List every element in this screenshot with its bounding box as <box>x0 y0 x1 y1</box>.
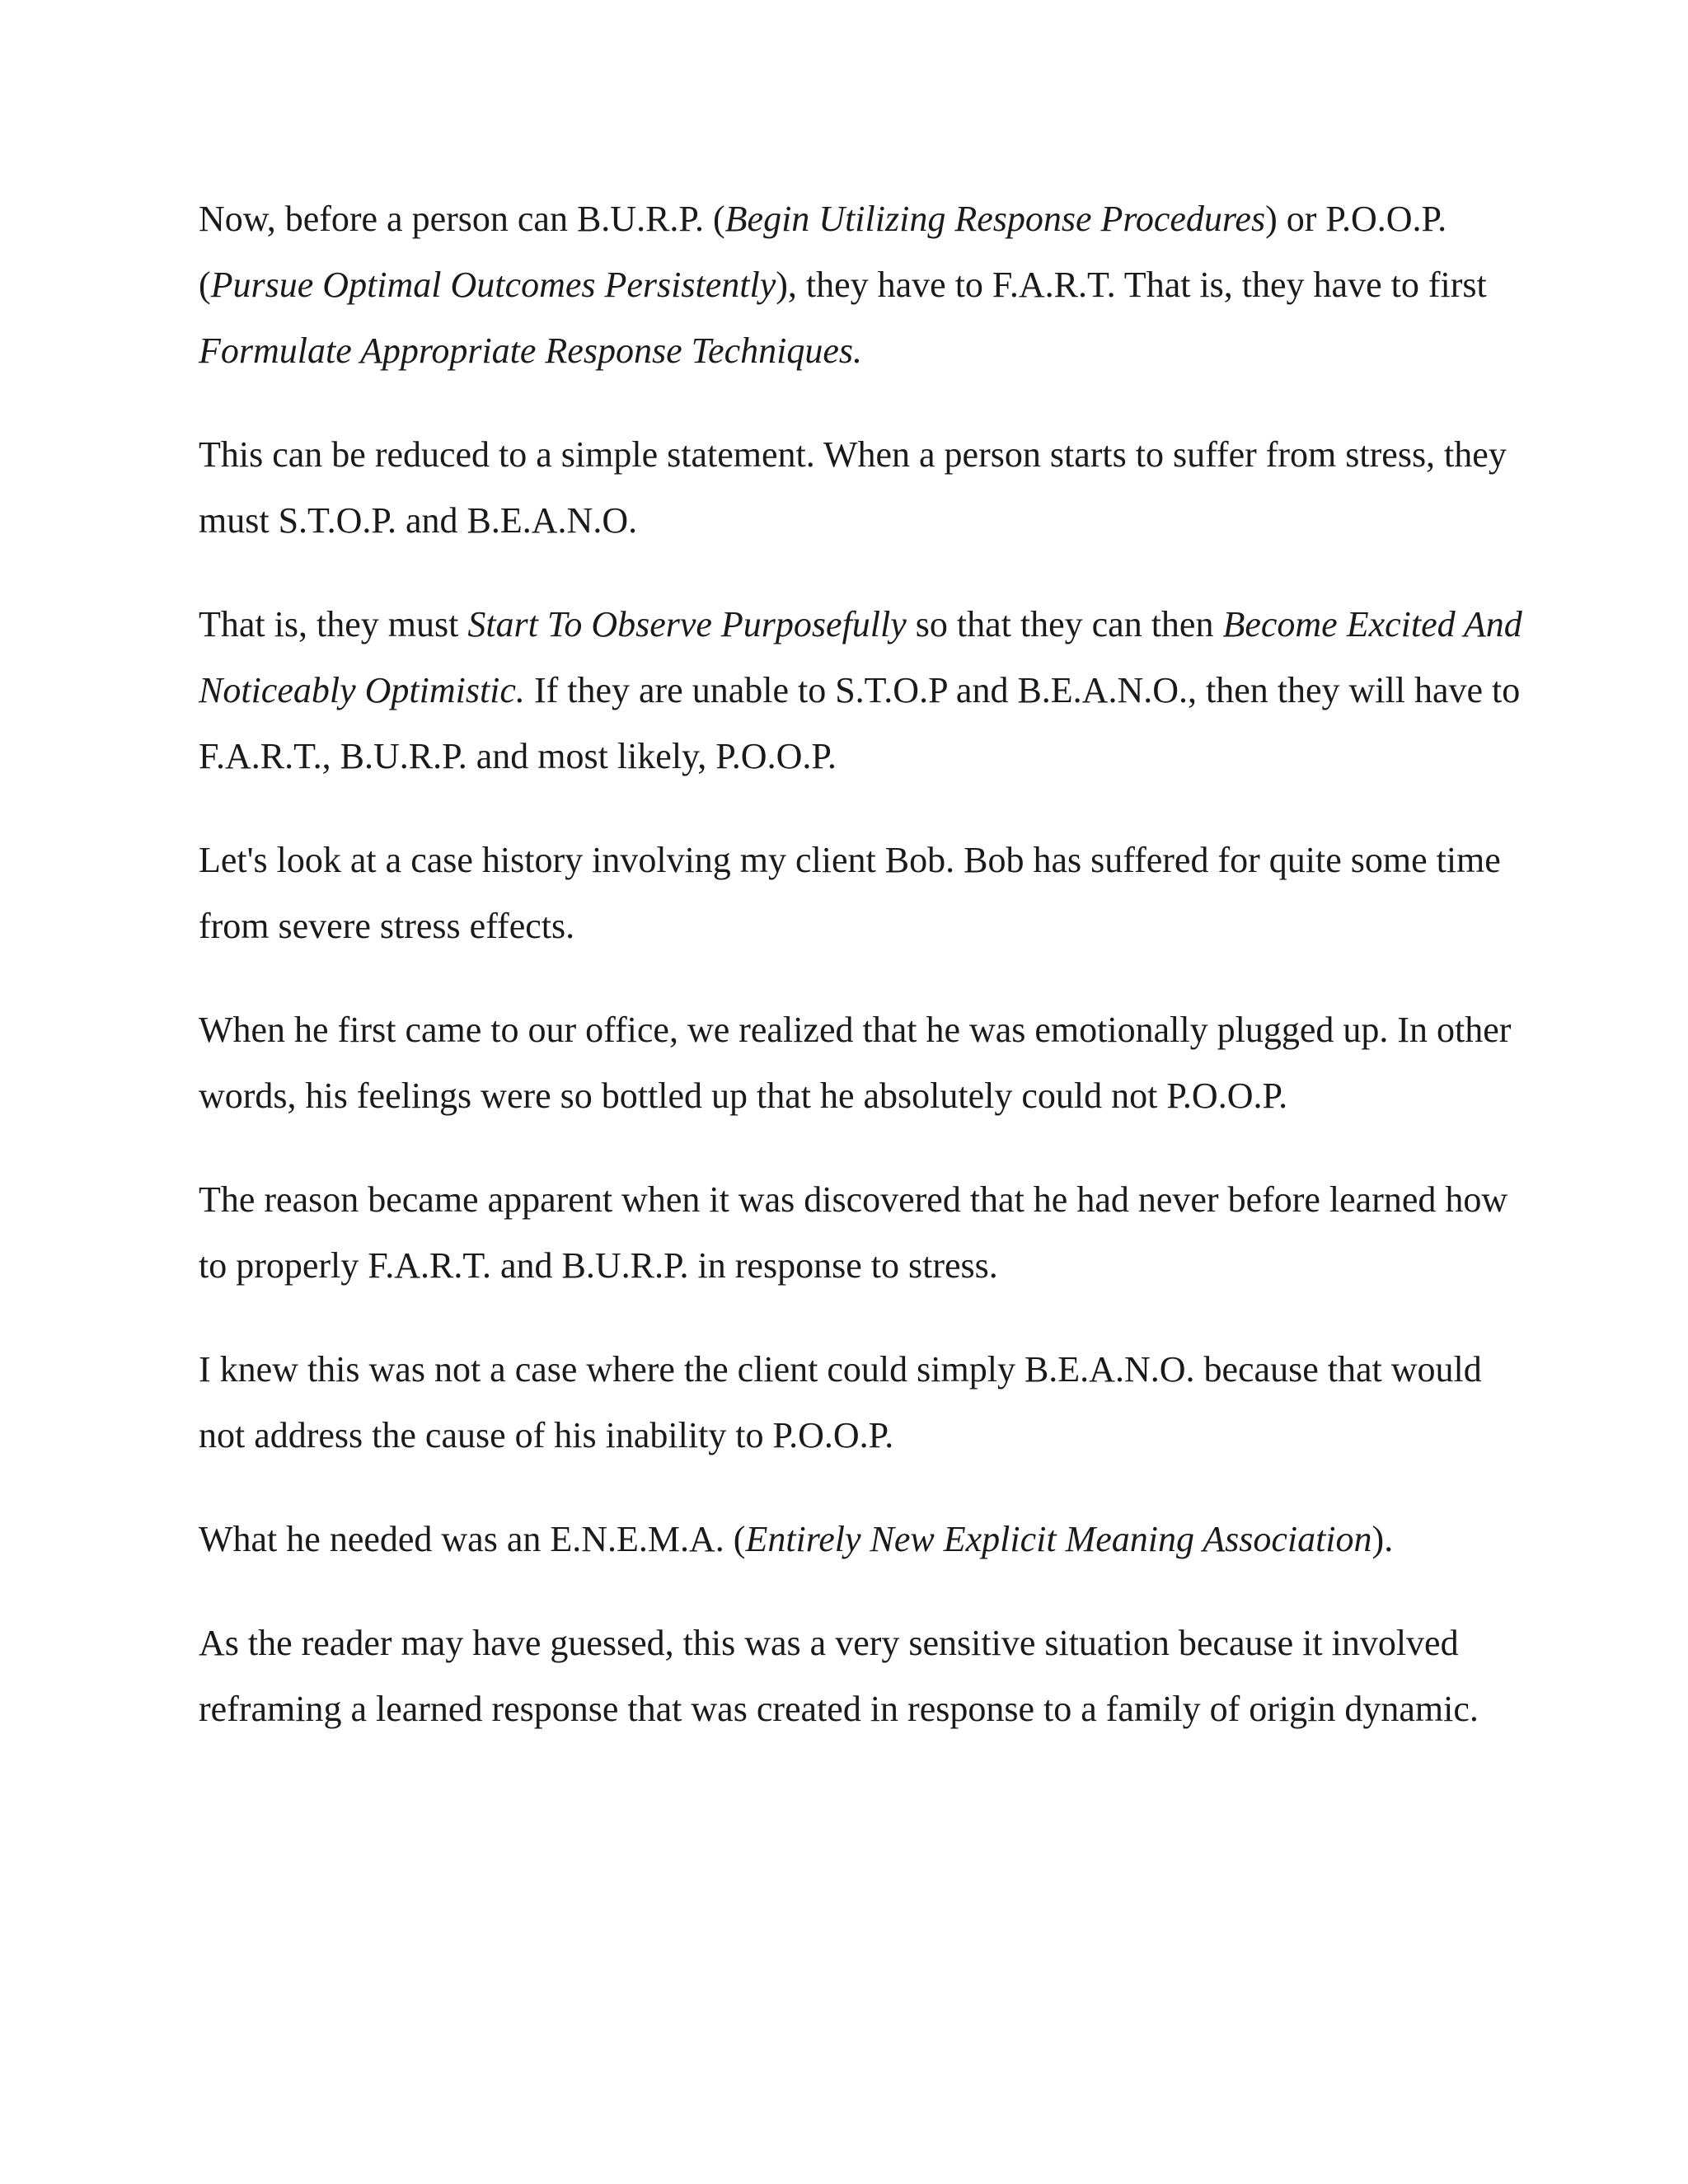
paragraph-case-history <box>199 827 1534 959</box>
text-run: Let's look at a case history involving my client Bob. Bob has suffered for quite some time from severe stress effects. <box>199 840 1501 946</box>
italic-term: Entirely New Explicit Meaning Association <box>745 1519 1372 1559</box>
text-run: ). <box>1372 1519 1394 1559</box>
text-run: The reason became apparent when it was discovered that he had never before learned how to properly F.A.R.T. and B.U.R.P. in response to stress. <box>199 1179 1508 1286</box>
italic-term: Start To Observe Purposefully <box>467 604 907 644</box>
paragraph-acronym-definitions <box>199 186 1534 384</box>
paragraph-simple-statement <box>199 422 1534 554</box>
text-run: That is, they must <box>199 604 468 644</box>
document-body <box>199 186 1534 1742</box>
paragraph-first-visit <box>199 997 1534 1129</box>
paragraph-enema <box>199 1507 1534 1572</box>
text-run: ) or P.O.O.P. ( <box>199 199 1447 305</box>
italic-term: Formulate Appropriate Response Techniques. <box>199 330 862 371</box>
text-run: As the reader may have guessed, this was a very sensitive situation because it involved reframing a learned response that was created in response to a family of origin dynamic. <box>199 1623 1479 1729</box>
text-run: I knew this was not a case where the client could simply B.E.A.N.O. because that would not address the cause of his inability to P.O.O.P. <box>199 1349 1482 1455</box>
text-run: ), they have to F.A.R.T. That is, they have to first <box>776 265 1487 305</box>
italic-term: Become Excited And Noticeably Optimistic. <box>199 604 1522 710</box>
paragraph-not-beano <box>199 1337 1534 1469</box>
text-run: This can be reduced to a simple statement. When a person starts to suffer from stress, they must S.T.O.P. and B.E.A.N.O. <box>199 434 1507 541</box>
paragraph-sensitive-situation <box>199 1610 1534 1742</box>
italic-term: Begin Utilizing Response Procedures <box>724 199 1266 239</box>
text-run: Now, before a person can B.U.R.P. ( <box>199 199 725 239</box>
paragraph-stop-beano <box>199 592 1534 790</box>
italic-term: Pursue Optimal Outcomes Persistently <box>210 265 776 305</box>
text-run: so that they can then <box>906 604 1223 644</box>
text-run: What he needed was an E.N.E.M.A. ( <box>199 1519 746 1559</box>
text-run: If they are unable to S.T.O.P and B.E.A.N.O., then they will have to F.A.R.T., B.U.R.P. and most likely, P.O.O.P. <box>199 670 1521 776</box>
text-run: When he first came to our office, we realized that he was emotionally plugged up. In other words, his feelings were so bottled up that he absolutely could not P.O.O.P. <box>199 1010 1512 1116</box>
paragraph-reason <box>199 1167 1534 1299</box>
